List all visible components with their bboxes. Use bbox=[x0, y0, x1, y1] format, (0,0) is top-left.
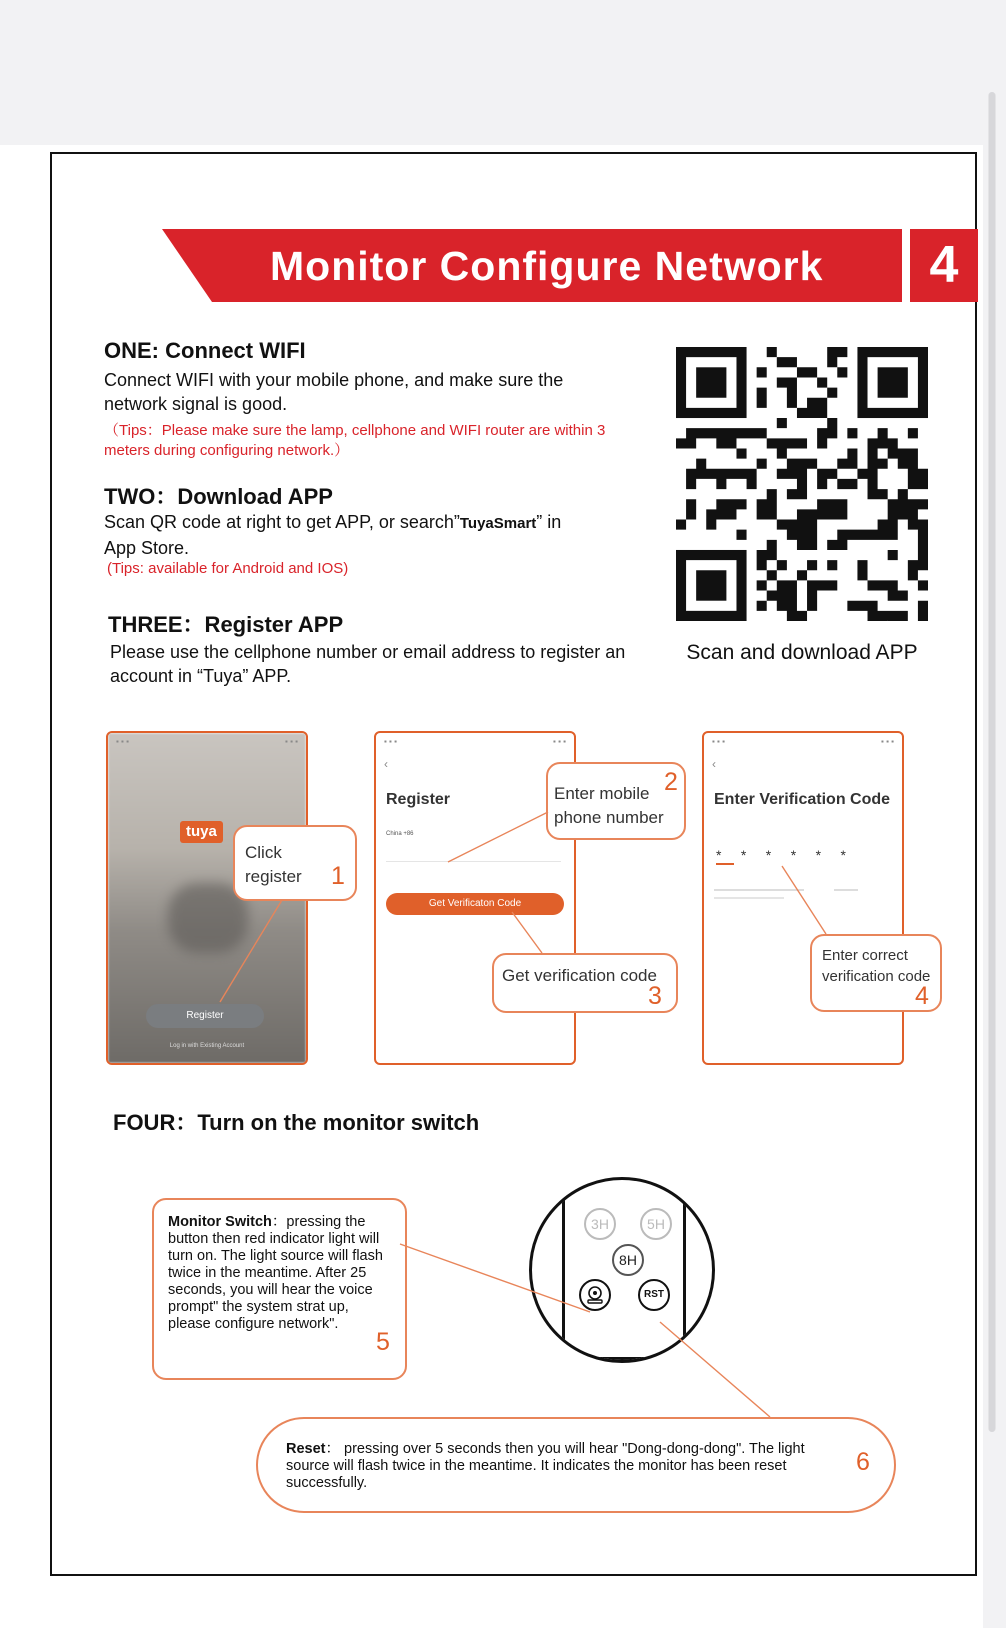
step-four-heading: FOUR：Turn on the monitor switch bbox=[113, 1110, 480, 1135]
register-screen-title: Register bbox=[386, 791, 451, 808]
step-one-tip: （Tips：Please make sure the lamp, cellphone and WIFI router are within 3 meters during configuring network.） bbox=[104, 422, 606, 459]
monitor-switch-button[interactable] bbox=[579, 1279, 611, 1311]
get-verification-code-button[interactable]: Get Verificaton Code bbox=[386, 893, 564, 915]
step-two-body-after: ” in App Store. bbox=[104, 512, 562, 558]
callout-monitor-switch bbox=[152, 1198, 407, 1380]
callout-click-register-line2: register bbox=[245, 867, 302, 886]
login-existing-link[interactable]: Log in with Existing Account bbox=[169, 1043, 245, 1049]
code-cursor bbox=[716, 863, 734, 865]
qr-finder-pattern bbox=[862, 352, 922, 413]
status-bar: ▪ ▪ ▪ ▪ ▪ ▪ bbox=[384, 737, 566, 746]
callout-enter-code-line2: verification code bbox=[822, 968, 931, 985]
reset-text: ： pressing over 5 seconds then you will hear "Dong-dong-dong". The light source will flash twice in the meantime. It indicates the monitor has been reset successfully. bbox=[286, 1441, 805, 1491]
timer-3h-button[interactable]: 3H bbox=[584, 1208, 616, 1240]
callout-number-2: 2 bbox=[664, 768, 678, 796]
resend-hint-placeholder bbox=[834, 889, 858, 891]
callout-number-6: 6 bbox=[856, 1448, 870, 1476]
step-three-heading: THREE：Register APP bbox=[108, 612, 344, 637]
back-arrow-icon[interactable]: ‹ bbox=[712, 757, 716, 771]
qr-code bbox=[676, 347, 928, 621]
device-button-panel bbox=[529, 1177, 715, 1363]
step-two-body-before: Scan QR code at right to get APP, or search” bbox=[104, 512, 460, 532]
callout-reset bbox=[256, 1417, 896, 1513]
hint-text-placeholder bbox=[714, 889, 804, 891]
status-bar: ▪ ▪ ▪ ▪ ▪ ▪ bbox=[116, 737, 298, 746]
tuya-logo: tuya bbox=[180, 821, 223, 843]
monitor-switch-label: Monitor Switch bbox=[168, 1214, 272, 1230]
qr-finder-pattern bbox=[681, 352, 741, 413]
callout-enter-phone-line2: phone number bbox=[554, 808, 664, 827]
section-number: 4 bbox=[910, 229, 978, 302]
register-button[interactable]: Register bbox=[146, 1004, 264, 1028]
step-three-body: Please use the cellphone number or email address to register an account in “Tuya” APP. bbox=[110, 642, 626, 686]
callout-click-register-line1: Click bbox=[245, 843, 282, 862]
step-two-heading: TWO：Download APP bbox=[104, 484, 333, 509]
qr-finder-pattern bbox=[681, 555, 741, 616]
page-title: Monitor Configure Network bbox=[270, 243, 824, 289]
phone-input-underline[interactable] bbox=[386, 861, 561, 862]
timer-8h-button[interactable]: 8H bbox=[612, 1244, 644, 1276]
qr-caption: Scan and download APP bbox=[686, 641, 918, 664]
scrollbar[interactable] bbox=[988, 92, 996, 1432]
callout-number-5: 5 bbox=[376, 1328, 390, 1356]
hint-text-placeholder bbox=[714, 897, 784, 899]
step-two-tip: (Tips: available for Android and IOS) bbox=[107, 560, 349, 577]
callout-number-1: 1 bbox=[331, 862, 345, 890]
scrollbar-thumb[interactable] bbox=[989, 92, 995, 1432]
step-one-heading: ONE: Connect WIFI bbox=[104, 338, 306, 363]
callout-enter-code-line1: Enter correct bbox=[822, 947, 908, 964]
monitor-switch-text: ：pressing the button then red indicator light will turn on. The light source will flash twice in the meantime. After 25 seconds, you will hear the voice prompt" the system strat up, please configure network". bbox=[168, 1214, 383, 1332]
reset-button[interactable]: RST bbox=[638, 1279, 670, 1311]
callout-enter-phone-line1: Enter mobile bbox=[554, 784, 650, 803]
country-code-selector[interactable]: China +86 bbox=[386, 831, 414, 837]
step-two-body bbox=[104, 510, 584, 560]
callout-number-3: 3 bbox=[648, 982, 662, 1010]
reset-label: Reset bbox=[286, 1441, 326, 1457]
status-bar: ▪ ▪ ▪ ▪ ▪ ▪ bbox=[712, 737, 894, 746]
tuyasmart-app-name: TuyaSmart bbox=[459, 515, 537, 532]
callout-get-code-text: Get verification code bbox=[502, 966, 657, 985]
timer-5h-button[interactable]: 5H bbox=[640, 1208, 672, 1240]
verification-screen-title: Enter Verification Code bbox=[714, 791, 891, 808]
back-arrow-icon[interactable]: ‹ bbox=[384, 757, 388, 771]
phone-screenshot-verification bbox=[702, 731, 904, 1065]
callout-number-4: 4 bbox=[915, 982, 929, 1010]
verification-code-input[interactable]: * * * * * * bbox=[716, 847, 846, 863]
camera-icon bbox=[581, 1281, 609, 1309]
step-one-body: Connect WIFI with your mobile phone, and make sure the network signal is good. bbox=[104, 370, 564, 414]
